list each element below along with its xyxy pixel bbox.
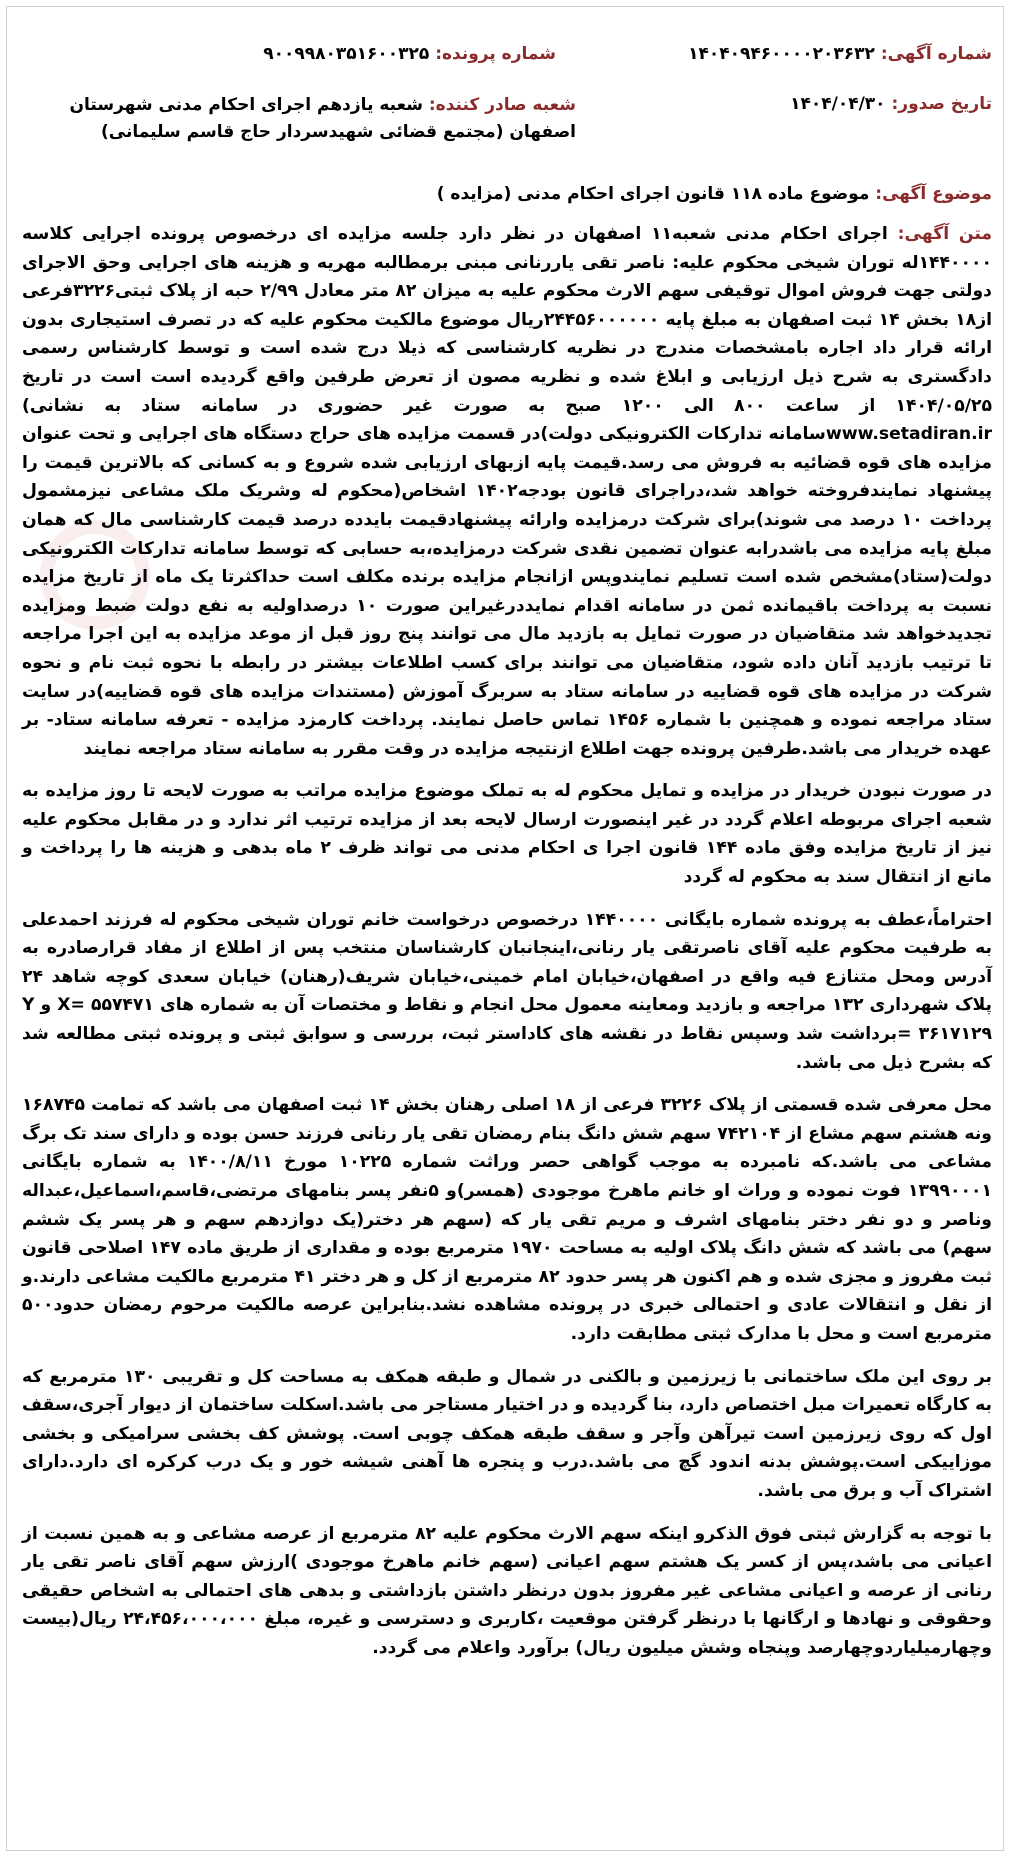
subject [437,182,992,206]
case-number-value: ۹۰۰۹۹۸۰۳۵۱۶۰۰۳۲۵ [263,44,430,64]
issuing-branch [48,92,576,146]
issue-date [790,92,992,116]
issuing-branch-value: شعبه یازدهم اجرای احکام مدنی شهرستان اصفهان (مجتمع قضائی شهیدسردار حاج قاسم سلیمانی) [69,95,576,142]
subject-value: موضوع ماده ۱۱۸ قانون اجرای احکام مدنی (مزایده ) [436,184,870,204]
notice-body [22,220,992,1677]
notice-number [688,42,992,66]
body-paragraph-2: در صورت نبودن خریدار در مزایده و تمایل محکوم له به تملک موضوع مزایده مراتب به صورت لایحه تا روز مزایده به شعبه اجرای مربوطه اعلام گردد در غیر اینصورت ارسال لایحه بعد از مزایده ترتیب اثر ندارد و در مقابل محکوم علیه نیز از تاریخ مزایده وفق ماده ۱۴۴ قانون اجرا ی احکام مدنی می تواند ظرف ۲ ماه بدهی و هزینه ها را پرداخت و مانع از انتقال سند به محکوم له گردد [22,781,992,888]
notice-number-value: ۱۴۰۴۰۹۴۶۰۰۰۰۲۰۳۶۳۲ [688,44,875,64]
case-number [263,42,556,66]
text-label: متن آگهی: [897,224,992,244]
body-paragraph-3: احتراماً،عطف به پرونده شماره بایگانی ۱۴۴۰۰۰۰ درخصوص درخواست خانم توران شیخی محکوم له فرزند احمدعلی به طرفیت محکوم علیه آقای ناصرتقی یار رنانی،اینجانبان کارشناسان منتخب پس از اطلاع از مفاد قرارصادره به آدرس ومحل متنازع فیه واقع در اصفهان،خیابان امام خمینی،خیابان شریف(رهنان) خیابان سعدی کوچه شاهد ۲۴ پلاک شهرداری ۱۳۲ مراجعه و بازدید ومعاینه معمول محل انجام و نقاط و مختصات آن به شماره های X= ۵۵۷۴۷۱ و Y = ۳۶۱۷۱۲۹برداشت شد وسپس نقاط در نقشه های کاداستر ثبت، بررسی و سوابق ثبتی و پرونده ثبتی مطالعه شد که بشرح ذیل می باشد. [22,909,992,1073]
body-paragraph-1 [22,220,992,763]
body-paragraph-6: با توجه به گزارش ثبتی فوق الذکرو اینکه سهم الارث محکوم علیه ۸۲ مترمربع از عرصه مشاعی و به همین نسبت از اعیانی می باشد،پس از کسر یک هشتم سهم اعیانی (سهم خانم ماهرخ موجودی )ارزش سهم آقای ناصر تقی یار رنانی از عرصه و اعیانی مشاعی غیر مفروز بدون درنظر داشتن بازداشتی و بدهی های احتمالی به اشخاص حقیقی وحقوقی و نهادها و ارگانها با درنظر گرفتن موقعیت ،کاربری و دسترسی و غیره، مبلغ ۲۴،۴۵۶،۰۰۰،۰۰۰ ریال(بیست وچهارمیلیاردوچهارصد وپنجاه وشش میلیون ریال) برآورد واعلام می گردد. [22,1523,992,1658]
subject-label: موضوع آگهی: [875,184,992,204]
issuing-branch-label: شعبه صادر کننده: [428,95,576,115]
case-number-label: شماره پرونده: [435,44,556,64]
issue-date-value: ۱۴۰۴/۰۴/۳۰ [790,94,886,114]
body-paragraph-4: محل معرفی شده قسمتی از پلاک ۳۲۲۶ فرعی از ۱۸ اصلی رهنان بخش ۱۴ ثبت اصفهان می باشد که تمامت ۱۶۸۷۴۵ ونه هشتم سهم مشاع از ۷۴۲۱۰۴ سهم شش دانگ بنام رمضان تقی یار رنانی فرزند حسن بوده و دارای سند تک برگ مشاعی می باشد.که نامبرده به موجب گواهی حصر وراثت شماره ۱۰۲۲۵ مورخ ۱۴۰۰/۸/۱۱ به شماره بایگانی ۱۳۹۹۰۰۰۱ فوت نموده و وراث او خانم ماهرخ موجودی (همسر)و ۵نفر پسر بنامهای مرتضی،قاسم،اسماعیل،عبداله وناصر و دو نفر دختر بنامهای اشرف و مریم تقی یار که (سهم هر دختر(یک دوازدهم سهم و هر پسر یک ششم سهم) می باشد که شش دانگ پلاک اولیه به مساحت ۱۹۷۰ مترمربع بوده و مقداری از طریق ماده ۱۴۷ اصلاحی قانون ثبت مفروز و مجزی شده و هم اکنون هر پسر حدود ۸۲ مترمربع از کل و هر دختر ۴۱ مترمربع مالکیت مشاعی دارند.و از نقل و انتقالات عادی و احتمالی خبری در پرونده مشاهده نشد.بنابراین عرصه مالکیت مرحوم رمضان حدود۵۰۰ مترمربع است و محل با مدارک ثبتی مطابقت دارد. [22,1095,993,1344]
issue-date-label: تاریخ صدور: [891,94,992,114]
notice-number-label: شماره آگهی: [880,44,992,64]
paragraph-text: اجرای احکام مدنی شعبه۱۱ اصفهان در نظر دارد جلسه مزایده ای درخصوص پرونده اجرایی کلاسه ۱۴۴۰۰۰۰له توران شیخی محکوم علیه: ناصر تقی یاررنانی مبنی برمطالبه مهریه و هزینه های اجرایی وحق الاجرای دولتی جهت فروش اموال توقیفی سهم الارث محکوم علیه به میزان ۸۲ متر معادل ۲/۹۹ حبه از پلاک ثبتی۳۲۲۶فرعی از۱۸ بخش ۱۴ ثبت اصفهان به مبلغ پایه ۲۴۴۵۶۰۰۰۰۰۰ریال موضوع مالکیت محکوم علیه که در تصرف استیجاری بدون ارائه قرار داد اجاره بامشخصات مندرج در نظریه کارشناسی که ذیلا درج شده است و توسط کارشناس رسمی دادگستری به شرح ذیل ارزیابی و ابلاغ شده و نظریه مصون از تعرض طرفین واقع گردیده است است در تاریخ ۱۴۰۴/۰۵/۲۵ از ساعت ۸۰۰ الی ۱۲۰۰ صبح به صورت غیر حضوری در سامانه ستاد به نشانی) www.setadiran.irسامانه تدارکات الکترونیکی دولت)در قسمت مزایده های حراج دستگاه های اجرایی و تحت عنوان مزایده های قوه قضائیه به فروش می رسد.قیمت پایه ازبهای ارزیابی شده شروع و به کسانی که بالاترین قیمت را پیشنهاد نمایندفروخته خواهد شد،دراجرای قانون بودجه۱۴۰۲ اشخاص(محکوم له وشریک ملک مشاعی نیزمشمول پرداخت ۱۰ درصد می شوند)برای شرکت درمزایده وارائه پیشنهادقیمت بایدده درصد قیمت کارشناسی مال که همان مبلغ پایه مزایده می باشدرابه عنوان تضمین نقدی شرکت درمزایده،به حسابی که توسط سامانه تدارکات الکترونیکی دولت(ستاد)مشخص شده است تسلیم نمایندوپس ازانجام مزایده برنده مکلف است حداکثرتا یک ماه از تاریخ مزایده نسبت به پرداخت باقیمانده ثمن در سامانه اقدام نمایددرغیراین صورت ۱۰ درصداولیه به نفع دولت ضبط ومزایده تجدیدخواهد شد متقاضیان در صورت تمایل به بازدید مال می توانند پنج روز قبل از موعد مزایده به این اجرا مراجعه تا ترتیب بازدید آنان داده شود، متقاضیان می توانند برای کسب اطلاعات بیشتر در رابطه با نحوه ثبت نام و نحوه شرکت در مزایده های قوه قضاییه در سامانه ستاد به سربرگ آموزش (مستندات مزایده های قوه قضاییه)در سایت ستاد مراجعه نموده و همچنین با شماره ۱۴۵۶ تماس حاصل نمایند. پرداخت کارمزد مزایده - تعرفه سامانه ستاد- بر عهده خریدار می باشد.طرفین پرونده جهت اطلاع ازنتیجه مزایده در وقت مقرر به سامانه ستاد مراجعه نمایند [22,224,993,759]
body-paragraph-5: بر روی این ملک ساختمانی با زیرزمین و بالکنی در شمال و طبقه همکف به مساحت کل و تقریبی ۱۳۰ مترمربع که به کارگاه تعمیرات مبل اختصاص دارد، بنا گردیده و در اختیار مستاجر می باشد.اسکلت ساختمان از دیوار آجری،سقف اول که روی زیرزمین است تیرآهن وآجر و سقف طبقه همکف چوبی است. پوشش کف بخشی سرامیکی و بخشی موزاییکی است.پوشش بدنه اندود گچ می باشد.درب و پنجره ها آهنی شیشه خور و یک درب کرکره ای دارد.دارای اشتراک آب و برق می باشد. [22,1366,992,1501]
